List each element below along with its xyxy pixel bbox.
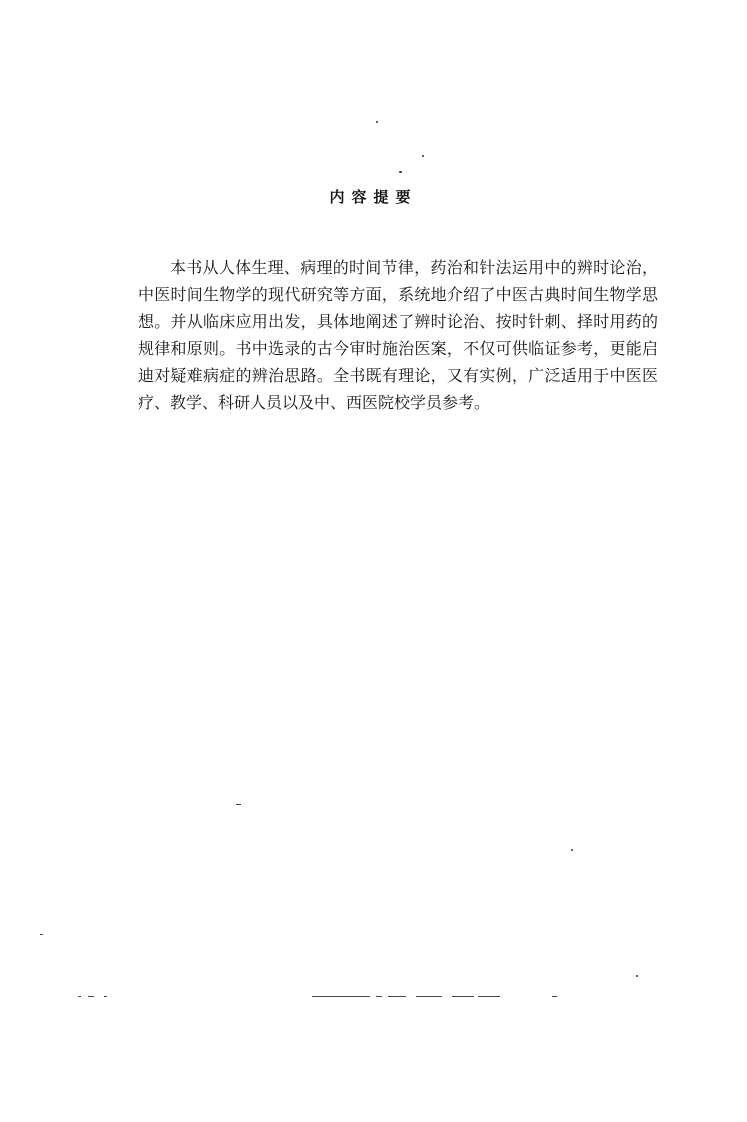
abstract-paragraph: 本书从人体生理、病理的时间节律，药治和针法运用中的辨时论治，中医时间生物学的现代研究等方面，系统地介绍了中医古典时间生物学思想。并从临床应用出发，具体地阐述了辨时论治、按时针刺、择时用药的规律和原则。书中选录的古今审时施治医案，不仅可供临证参考，更能启迪对疑难病症的辨治思路。全书既有理论，又有实例，广泛适用于中医医疗、教学、科研人员以及中、西医院校学员参考。 <box>138 258 658 412</box>
scan-speck <box>422 155 424 157</box>
scan-mark <box>452 996 474 997</box>
scan-speck <box>571 849 573 851</box>
scan-mark <box>388 996 406 997</box>
scan-mark <box>376 996 382 997</box>
scan-mark <box>88 996 94 997</box>
scan-speck <box>376 121 378 123</box>
scan-mark <box>40 934 43 935</box>
page-title: 内容提要 <box>329 188 418 206</box>
scan-mark <box>236 804 241 805</box>
scan-mark <box>78 996 81 997</box>
scan-mark <box>104 996 107 997</box>
scan-speck <box>399 171 402 173</box>
scan-mark <box>416 996 442 997</box>
scan-mark <box>552 996 557 997</box>
scan-speck <box>636 975 638 977</box>
scan-mark <box>312 996 370 997</box>
abstract-body <box>138 254 658 416</box>
scan-mark <box>478 996 500 997</box>
